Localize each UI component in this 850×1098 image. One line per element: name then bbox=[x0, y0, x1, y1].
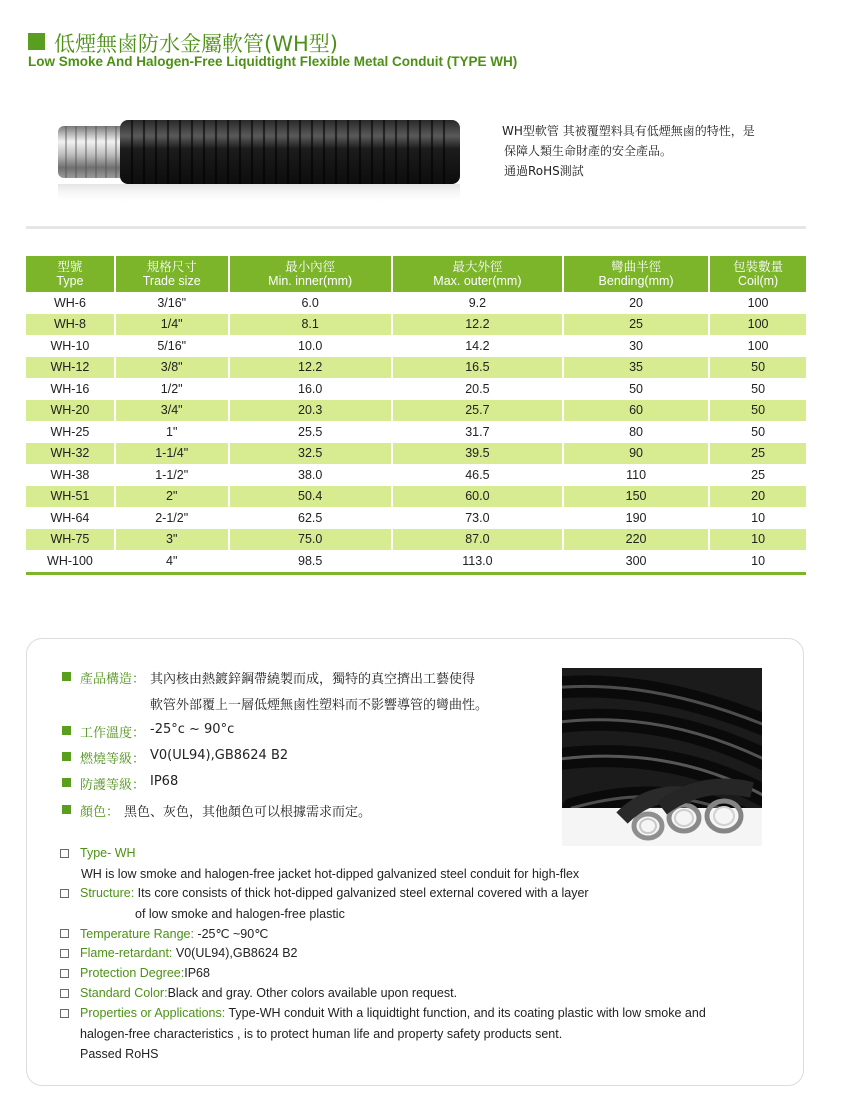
cn-color-value: 黑色、灰色，其他顏色可以根據需求而定。 bbox=[124, 805, 372, 820]
table-cell: 30 bbox=[563, 335, 709, 357]
table-cell: 87.0 bbox=[392, 529, 563, 551]
en-structure-row bbox=[60, 886, 589, 900]
en-flame-value: V0(UL94),GB8624 B2 bbox=[172, 946, 298, 960]
col-header-trade-size: 規格尺寸 Trade size bbox=[115, 256, 229, 292]
product-intro bbox=[502, 121, 755, 181]
en-structure-label: Structure: bbox=[80, 886, 135, 900]
table-cell: 75.0 bbox=[229, 529, 392, 551]
col-header-max-outer: 最大外徑 Max. outer(mm) bbox=[392, 256, 563, 292]
table-cell: 98.5 bbox=[229, 550, 392, 573]
table-cell: 220 bbox=[563, 529, 709, 551]
en-color-label: Standard Color: bbox=[80, 986, 168, 1000]
table-cell: 3/4" bbox=[115, 400, 229, 422]
en-color-row bbox=[60, 986, 457, 1000]
table-header-row bbox=[26, 256, 806, 292]
en-structure-cont-row bbox=[135, 907, 345, 921]
table-cell: 20.3 bbox=[229, 400, 392, 422]
en-structure-value: Its core consists of thick hot-dipped galvanized steel external covered with a layer bbox=[134, 886, 589, 900]
table-cell: 38.0 bbox=[229, 464, 392, 486]
table-cell: 20 bbox=[709, 486, 806, 508]
table-cell: WH-25 bbox=[26, 421, 115, 443]
table-cell: 31.7 bbox=[392, 421, 563, 443]
table-cell: 20 bbox=[563, 292, 709, 314]
cn-flame-value: V0(UL94),GB8624 B2 bbox=[150, 748, 289, 763]
table-cell: 190 bbox=[563, 507, 709, 529]
en-props-label: Properties or Applications: bbox=[80, 1006, 226, 1020]
square-bullet-icon bbox=[62, 726, 71, 735]
table-cell: 80 bbox=[563, 421, 709, 443]
table-cell: 100 bbox=[747, 295, 769, 310]
table-cell: 10 bbox=[751, 510, 766, 525]
table-row bbox=[26, 550, 806, 573]
conduit-coil-image bbox=[562, 668, 762, 846]
table-cell: 3/16" bbox=[115, 292, 229, 314]
table-cell: 113.0 bbox=[392, 550, 563, 573]
table-cell: WH-64 bbox=[26, 507, 115, 529]
cn-structure-label: 產品構造： bbox=[80, 672, 146, 687]
table-cell: 4" bbox=[115, 550, 229, 573]
en-props-cont: halogen-free characteristics , is to protect human life and property safety products sent. bbox=[80, 1027, 563, 1041]
table-cell: 90 bbox=[563, 443, 709, 465]
cn-color-label: 顏色： bbox=[80, 805, 120, 820]
checkbox-icon bbox=[60, 949, 69, 958]
table-cell: WH-38 bbox=[26, 464, 115, 486]
en-color-value: Black and gray. Other colors available upon request. bbox=[167, 986, 458, 1000]
table-cell: 50 bbox=[751, 381, 766, 396]
table-cell: WH-6 bbox=[26, 292, 115, 314]
col-header-coil: 包裝數量 Coil(m) bbox=[709, 256, 806, 292]
cn-temp-value: -25°c ~ 90°c bbox=[150, 722, 235, 737]
table-cell: 25.7 bbox=[392, 400, 563, 422]
table-cell: 5/16" bbox=[115, 335, 229, 357]
table-row bbox=[26, 335, 806, 357]
table-cell: 50 bbox=[563, 378, 709, 400]
square-bullet-icon bbox=[62, 672, 71, 681]
table-cell: 1" bbox=[115, 421, 229, 443]
en-flame-label: Flame-retardant: bbox=[80, 946, 173, 960]
table-row bbox=[26, 400, 806, 422]
table-cell: 32.5 bbox=[229, 443, 392, 465]
table-cell: WH-20 bbox=[26, 400, 115, 422]
en-protect-label: Protection Degree: bbox=[80, 966, 185, 980]
table-cell: 100 bbox=[709, 314, 806, 336]
table-cell: 150 bbox=[563, 486, 709, 508]
table-cell: 1-1/4" bbox=[115, 443, 229, 465]
intro-line-1: WH型軟管 其被覆塑料具有低煙無鹵的特性，是 bbox=[502, 124, 755, 138]
checkbox-icon bbox=[60, 969, 69, 978]
col-header-min-inner: 最小內徑 Min. inner(mm) bbox=[229, 256, 392, 292]
cn-structure-line1: 其內核由熱鍍鋅鋼帶繞製而成，獨特的真空擠出工藝使得 bbox=[150, 672, 476, 687]
en-type-desc-row bbox=[81, 867, 579, 881]
table-cell: 50 bbox=[709, 400, 806, 422]
en-props-row bbox=[60, 1006, 706, 1020]
table-cell: 12.2 bbox=[229, 357, 392, 379]
table-cell: 3" bbox=[115, 529, 229, 551]
table-cell: WH-10 bbox=[26, 335, 115, 357]
table-cell: 10.0 bbox=[229, 335, 392, 357]
cn-protect-label: 防護等級： bbox=[80, 778, 146, 793]
table-cell: 50 bbox=[709, 357, 806, 379]
en-flame-row bbox=[60, 946, 297, 960]
table-cell: 39.5 bbox=[392, 443, 563, 465]
table-cell: WH-100 bbox=[26, 550, 115, 573]
table-cell: 2" bbox=[115, 486, 229, 508]
en-structure-cont: of low smoke and halogen-free plastic bbox=[135, 907, 345, 921]
checkbox-icon bbox=[60, 989, 69, 998]
en-temp-row bbox=[60, 926, 268, 941]
table-cell: 3/8" bbox=[115, 357, 229, 379]
checkbox-icon bbox=[60, 849, 69, 858]
en-type-row bbox=[60, 846, 136, 860]
table-row bbox=[26, 292, 806, 314]
cn-structure-line2: 軟管外部覆上一層低煙無鹵性塑料而不影響導管的彎曲性。 bbox=[150, 698, 489, 713]
table-cell: 110 bbox=[563, 464, 709, 486]
table-row bbox=[26, 507, 806, 529]
table-cell: 1/4" bbox=[115, 314, 229, 336]
table-cell: 300 bbox=[563, 550, 709, 573]
table-cell: 6.0 bbox=[229, 292, 392, 314]
table-cell: WH-8 bbox=[26, 314, 115, 336]
square-bullet-icon bbox=[62, 805, 71, 814]
conduit-product-image bbox=[50, 108, 470, 208]
en-rohs: Passed RoHS bbox=[80, 1047, 159, 1061]
table-cell: 8.1 bbox=[229, 314, 392, 336]
table-cell: 50 bbox=[751, 424, 766, 439]
table-cell: 100 bbox=[747, 338, 769, 353]
table-cell: WH-32 bbox=[26, 443, 115, 465]
table-cell: 2-1/2" bbox=[115, 507, 229, 529]
table-cell: 12.2 bbox=[392, 314, 563, 336]
table-cell: 25.5 bbox=[229, 421, 392, 443]
page-title-en: Low Smoke And Halogen-Free Liquidtight Flexible Metal Conduit (TYPE WH) bbox=[28, 54, 518, 69]
divider bbox=[26, 226, 806, 229]
table-cell: WH-16 bbox=[26, 378, 115, 400]
table-cell: 25 bbox=[751, 467, 766, 482]
table-row bbox=[26, 378, 806, 400]
table-cell: 9.2 bbox=[392, 292, 563, 314]
table-cell: 10 bbox=[709, 550, 806, 573]
table-cell: WH-75 bbox=[26, 529, 115, 551]
checkbox-icon bbox=[60, 929, 69, 938]
table-cell: 10 bbox=[709, 529, 806, 551]
en-rohs-row bbox=[80, 1047, 159, 1061]
table-cell: 25 bbox=[709, 443, 806, 465]
en-protect-row bbox=[60, 966, 210, 980]
col-header-bending: 彎曲半徑 Bending(mm) bbox=[563, 256, 709, 292]
table-cell: WH-51 bbox=[26, 486, 115, 508]
en-temp-value: -25℃ ~90℃ bbox=[193, 927, 269, 941]
title-marker bbox=[28, 33, 45, 50]
table-cell: 73.0 bbox=[392, 507, 563, 529]
table-row bbox=[26, 421, 806, 443]
intro-line-3: 通過RoHS測試 bbox=[504, 164, 584, 178]
en-props-cont-row bbox=[80, 1027, 562, 1041]
en-type-label: Type- WH bbox=[80, 846, 136, 860]
en-protect-value: IP68 bbox=[184, 966, 210, 980]
checkbox-icon bbox=[60, 889, 69, 898]
col-header-type: 型號 Type bbox=[26, 256, 115, 292]
specs-table bbox=[26, 256, 806, 575]
table-row bbox=[26, 443, 806, 465]
cn-protect-value: IP68 bbox=[150, 774, 179, 789]
page-title-cn: 低煙無鹵防水金屬軟管(WH型) bbox=[54, 32, 338, 56]
en-temp-label: Temperature Range: bbox=[80, 927, 194, 941]
square-bullet-icon bbox=[62, 752, 71, 761]
checkbox-icon bbox=[60, 1009, 69, 1018]
en-props-value: Type-WH conduit With a liquidtight function, and its coating plastic with low smoke and bbox=[225, 1006, 706, 1020]
cn-temp-label: 工作溫度： bbox=[80, 726, 146, 741]
table-cell: 62.5 bbox=[229, 507, 392, 529]
table-cell: 35 bbox=[563, 357, 709, 379]
cn-flame-label: 燃燒等級： bbox=[80, 752, 146, 767]
table-cell: 25 bbox=[563, 314, 709, 336]
table-cell: 46.5 bbox=[392, 464, 563, 486]
table-cell: 1/2" bbox=[115, 378, 229, 400]
table-cell: 16.5 bbox=[392, 357, 563, 379]
table-row bbox=[26, 314, 806, 336]
table-row bbox=[26, 464, 806, 486]
table-cell: 20.5 bbox=[392, 378, 563, 400]
square-bullet-icon bbox=[62, 778, 71, 787]
table-cell: 60.0 bbox=[392, 486, 563, 508]
table-cell: 60 bbox=[563, 400, 709, 422]
table-cell: WH-12 bbox=[26, 357, 115, 379]
table-cell: 16.0 bbox=[229, 378, 392, 400]
en-type-desc: WH is low smoke and halogen-free jacket hot-dipped galvanized steel conduit for high-flex bbox=[81, 867, 580, 881]
table-row bbox=[26, 529, 806, 551]
table-row bbox=[26, 357, 806, 379]
table-row bbox=[26, 486, 806, 508]
intro-line-2: 保障人類生命財產的安全產品。 bbox=[504, 144, 673, 158]
table-cell: 14.2 bbox=[392, 335, 563, 357]
table-cell: 1-1/2" bbox=[115, 464, 229, 486]
table-cell: 50.4 bbox=[229, 486, 392, 508]
